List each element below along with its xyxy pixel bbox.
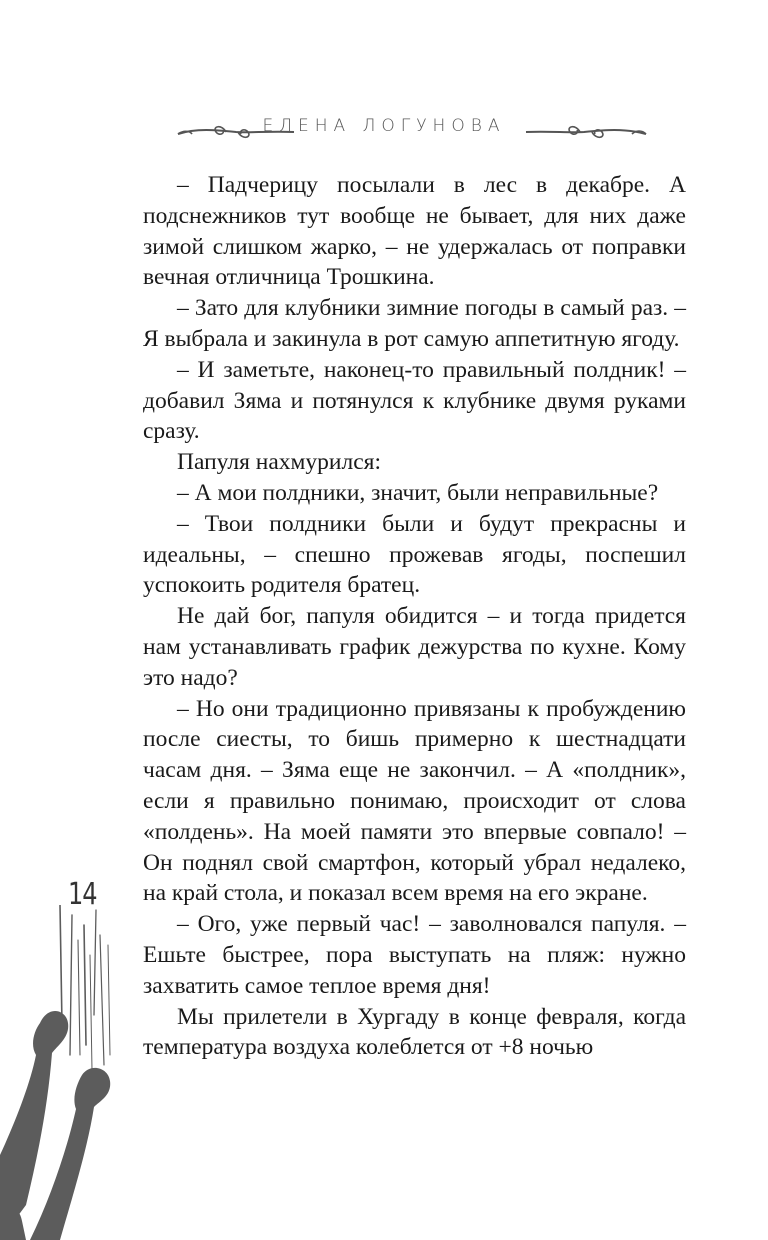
palm-silhouette-decoration	[0, 905, 140, 1240]
paragraph: – Ого, уже первый час! – заволновался папуля. – Ешьте быстрее, пора выступать на пляж: нужно захватить самое теплое время дня!	[143, 911, 686, 999]
paragraph: – Но они традиционно привязаны к пробуждению после сиесты, то бишь примерно к шестнадцати часам дня. – Зяма еще не закончил. – А «полдник», если я правильно понимаю, происходит от слова «полдень». На моей памяти это впервые совпало! – Он поднял свой смартфон, который убрал недалеко, на край стола, и показал всем время на его экране.	[143, 695, 686, 907]
paragraph: – Падчерицу посылали в лес в декабре. А подснежников тут вообще не бывает, для них даже зимой слишком жарко, – не удержалась от поправки вечная отличница Трошкина.	[143, 172, 686, 291]
flourish-right-ornament	[524, 122, 648, 144]
paragraph: Папуля нахмурился:	[177, 449, 381, 476]
author-name: ЕЛЕНА ЛОГУНОВА	[262, 116, 506, 136]
running-header	[0, 112, 768, 152]
paragraph: – Твои полдники были и будут прекрасны и идеальны, – спешно прожевав ягоды, поспешил успокоить родителя братец.	[143, 510, 686, 599]
page-number: 14	[68, 876, 97, 912]
paragraph: Не дай бог, папуля обидится – и тогда придется нам устанавливать график дежурства по кухне. Кому это надо?	[143, 603, 686, 691]
paragraph: – Зато для клубники зимние погоды в самый раз. – Я выбрала и закинула в рот самую аппетитную ягоду.	[143, 295, 686, 352]
paragraph: Мы прилетели в Хургаду в конце февраля, когда температура воздуха колеблется от +8 ночью	[143, 1003, 686, 1061]
paragraph: – А мои полдники, значит, были неправильные?	[177, 479, 659, 506]
body-text	[143, 170, 686, 1063]
paragraph: – И заметьте, наконец-то правильный полдник! – добавил Зяма и потянулся к клубнике двумя руками сразу.	[143, 356, 686, 445]
